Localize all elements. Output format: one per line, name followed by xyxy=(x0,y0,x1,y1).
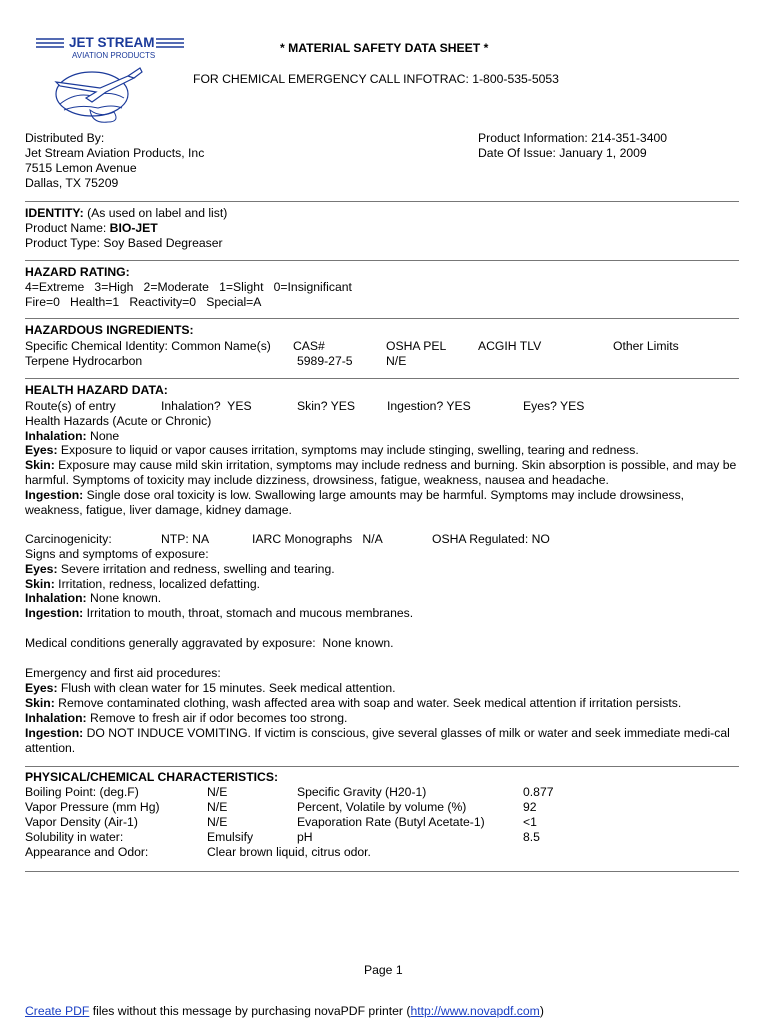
sign-inhalation xyxy=(25,591,743,606)
item-label: Inhalation: xyxy=(25,429,87,443)
route-ingestion: Ingestion? YES xyxy=(387,399,471,413)
table-cell: pH xyxy=(297,830,313,844)
item-text: Exposure to liquid or vapor causes irritation, symptoms may include stinging, swelling, tearing and redness. xyxy=(57,443,639,457)
sign-eyes xyxy=(25,562,743,577)
table-cell: N/E xyxy=(207,785,228,799)
item-label: Eyes: xyxy=(25,681,58,695)
sign-ingestion xyxy=(25,606,743,621)
table-cell: Terpene Hydrocarbon xyxy=(25,354,143,368)
item-text: Severe irritation and redness, swelling and tearing. xyxy=(57,562,335,576)
medical-conditions: Medical conditions generally aggravated by exposure: None known. xyxy=(25,636,394,650)
issue-date: Date Of Issue: January 1, 2009 xyxy=(478,146,647,160)
acute-label: Health Hazards (Acute or Chronic) xyxy=(25,414,212,428)
table-cell: Boiling Point: (deg.F) xyxy=(25,785,139,799)
item-label: Ingestion: xyxy=(25,488,84,502)
route-skin: Skin? YES xyxy=(297,399,356,413)
acute-skin xyxy=(25,458,743,488)
divider xyxy=(25,871,739,872)
company-logo xyxy=(30,32,190,124)
item-text: Single dose oral toxicity is low. Swallowing large amounts may be harmful. Symptoms may include drowsiness, weakness, fatigue, liver damage, kidney damage. xyxy=(25,488,685,517)
item-label: Ingestion: xyxy=(25,726,84,740)
logo-subtitle: AVIATION PRODUCTS xyxy=(72,51,156,60)
ntp-value: NTP: NA xyxy=(161,532,210,546)
divider xyxy=(25,260,739,261)
divider xyxy=(25,201,739,202)
first-aid-ingestion xyxy=(25,726,743,756)
route-label: Route(s) of entry xyxy=(25,399,116,413)
item-label: Skin: xyxy=(25,458,55,472)
item-label: Inhalation: xyxy=(25,711,87,725)
osha-regulated: OSHA Regulated: NO xyxy=(432,532,550,546)
hazard-values: Fire=0 Health=1 Reactivity=0 Special=A xyxy=(25,295,262,309)
ingredients-heading: HAZARDOUS INGREDIENTS: xyxy=(25,323,194,337)
route-eyes: Eyes? YES xyxy=(523,399,585,413)
table-cell: Vapor Density (Air-1) xyxy=(25,815,138,829)
item-text: DO NOT INDUCE VOMITING. If victim is conscious, give several glasses of milk or water and seek immediate medi-cal attention. xyxy=(25,726,730,755)
item-label: Eyes: xyxy=(25,443,58,457)
product-type: Product Type: Soy Based Degreaser xyxy=(25,236,223,250)
signs-label: Signs and symptoms of exposure: xyxy=(25,547,209,561)
table-cell: 8.5 xyxy=(523,830,540,844)
item-label: Skin: xyxy=(25,696,55,710)
item-text: Irritation, redness, localized defatting. xyxy=(54,577,261,591)
sign-skin xyxy=(25,577,743,592)
item-text: None known. xyxy=(86,591,162,605)
item-text: Remove to fresh air if odor becomes too strong. xyxy=(86,711,348,725)
table-cell: 5989-27-5 xyxy=(297,354,353,368)
physical-heading: PHYSICAL/CHEMICAL CHARACTERISTICS: xyxy=(25,770,279,784)
table-cell: Clear brown liquid, citrus odor. xyxy=(207,845,371,859)
product-name-label: Product Name: xyxy=(25,221,110,235)
item-text: None xyxy=(86,429,120,443)
first-aid-eyes xyxy=(25,681,743,696)
create-pdf-link[interactable]: Create PDF xyxy=(25,1004,90,1018)
novapdf-link[interactable]: http://www.novapdf.com xyxy=(410,1004,540,1018)
column-header: ACGIH TLV xyxy=(478,339,542,353)
divider xyxy=(25,378,739,379)
health-heading: HEALTH HAZARD DATA: xyxy=(25,383,168,397)
item-text: Flush with clean water for 15 minutes. Seek medical attention. xyxy=(57,681,396,695)
table-cell: 0.877 xyxy=(523,785,554,799)
table-cell: N/E xyxy=(207,800,228,814)
item-text: Remove contaminated clothing, wash affected area with soap and water. Seek medical attention if irritation persists. xyxy=(54,696,682,710)
emergency-phone: FOR CHEMICAL EMERGENCY CALL INFOTRAC: 1-800-535-5053 xyxy=(193,72,559,86)
first-aid-skin xyxy=(25,696,743,711)
item-label: Inhalation: xyxy=(25,591,87,605)
pdf-notice xyxy=(25,1004,544,1019)
table-cell: Percent, Volatile by volume (%) xyxy=(297,800,467,814)
notice-text: files without this message by purchasing novaPDF printer ( xyxy=(89,1004,411,1018)
column-header: Specific Chemical Identity: Common Name(s) xyxy=(25,339,271,353)
identity-heading-row xyxy=(25,206,743,221)
item-label: Ingestion: xyxy=(25,606,84,620)
column-header: CAS# xyxy=(293,339,325,353)
distributor-name: Jet Stream Aviation Products, Inc xyxy=(25,146,205,160)
item-text: Irritation to mouth, throat, stomach and mucous membranes. xyxy=(83,606,414,620)
hazard-rating-heading: HAZARD RATING: xyxy=(25,265,130,279)
identity-note: (As used on label and list) xyxy=(83,206,228,220)
first-aid-label: Emergency and first aid procedures: xyxy=(25,666,221,680)
acute-ingestion xyxy=(25,488,743,518)
table-cell: Vapor Pressure (mm Hg) xyxy=(25,800,160,814)
first-aid-inhalation xyxy=(25,711,743,726)
notice-end: ) xyxy=(539,1004,544,1018)
route-inhalation: Inhalation? YES xyxy=(161,399,252,413)
table-cell: Evaporation Rate (Butyl Acetate-1) xyxy=(297,815,485,829)
table-cell: 92 xyxy=(523,800,537,814)
distributor-city: Dallas, TX 75209 xyxy=(25,176,119,190)
table-cell: Solubility in water: xyxy=(25,830,124,844)
product-name: BIO-JET xyxy=(109,221,158,235)
distributor-street: 7515 Lemon Avenue xyxy=(25,161,137,175)
table-cell: N/E xyxy=(386,354,407,368)
divider xyxy=(25,766,739,767)
column-header: OSHA PEL xyxy=(386,339,447,353)
identity-heading: IDENTITY: xyxy=(25,206,84,220)
table-cell: Emulsify xyxy=(207,830,254,844)
acute-eyes xyxy=(25,443,743,458)
document-title: * MATERIAL SAFETY DATA SHEET * xyxy=(280,41,489,55)
iarc-value: IARC Monographs N/A xyxy=(252,532,383,546)
table-cell: Appearance and Odor: xyxy=(25,845,149,859)
item-text: Exposure may cause mild skin irritation, symptoms may include redness and burning. Skin absorption is possible, and may be harmful. Symptoms of toxicity may include dizziness, drowsiness, fatigue, weakness, nausea and headache. xyxy=(25,458,737,487)
table-cell: <1 xyxy=(523,815,537,829)
distributor-label: Distributed By: xyxy=(25,131,105,145)
table-cell: N/E xyxy=(207,815,228,829)
carcinogenicity-label: Carcinogenicity: xyxy=(25,532,112,546)
item-label: Eyes: xyxy=(25,562,58,576)
table-cell: Specific Gravity (H20-1) xyxy=(297,785,427,799)
logo-brand: JET STREAM xyxy=(69,35,155,50)
product-name-row xyxy=(25,221,743,236)
acute-inhalation xyxy=(25,429,743,444)
divider xyxy=(25,318,739,319)
item-label: Skin: xyxy=(25,577,55,591)
page-number: Page 1 xyxy=(364,963,403,977)
hazard-scale: 4=Extreme 3=High 2=Moderate 1=Slight 0=Insignificant xyxy=(25,280,352,294)
column-header: Other Limits xyxy=(613,339,679,353)
product-info-phone: Product Information: 214-351-3400 xyxy=(478,131,668,145)
